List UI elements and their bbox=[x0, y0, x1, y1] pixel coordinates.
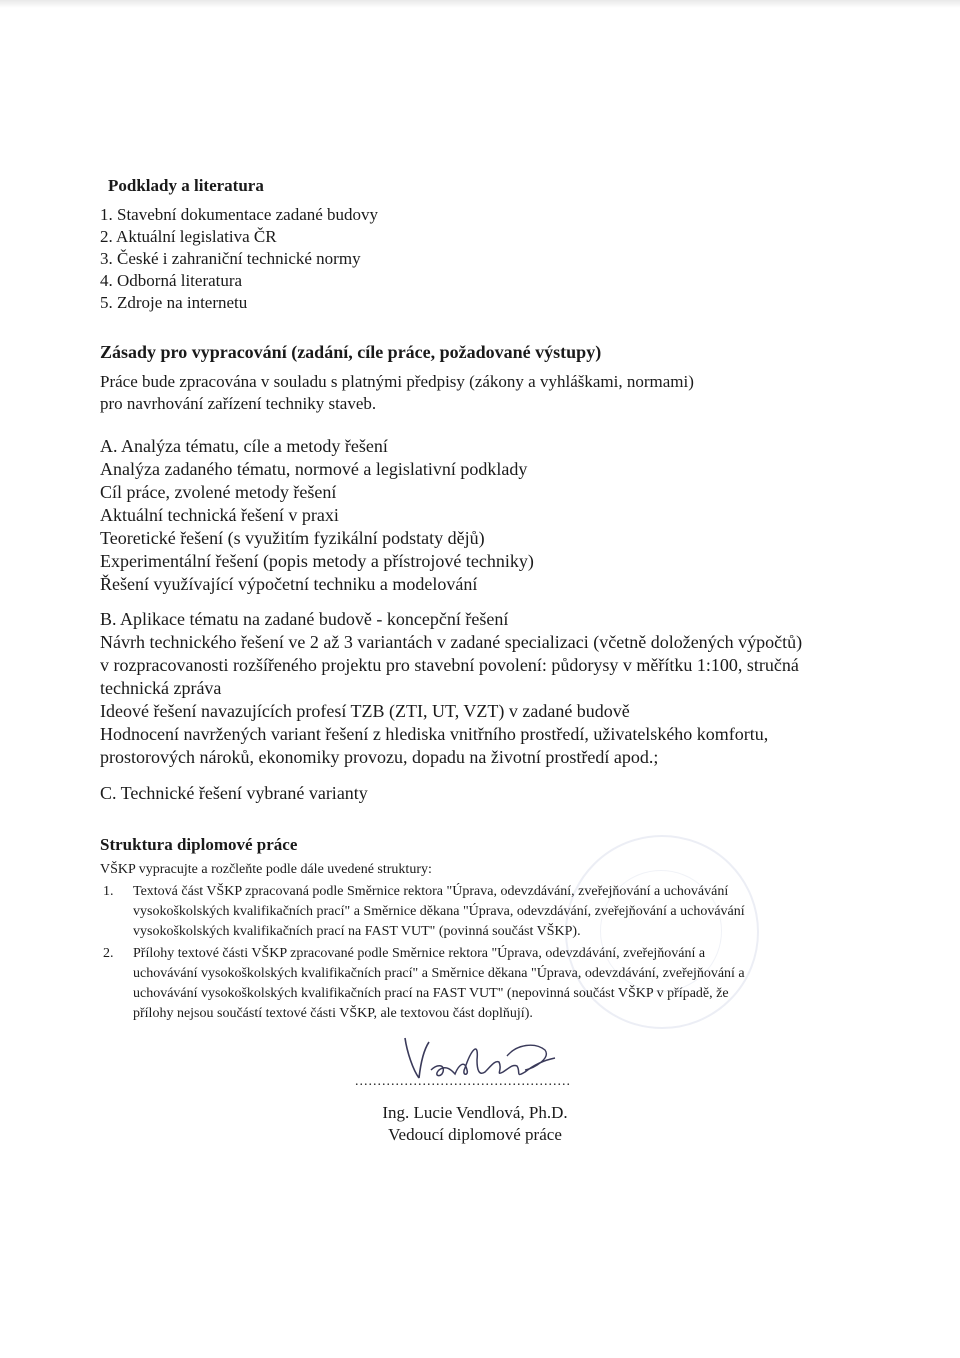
part-a-line: Cíl práce, zvolené metody řešení bbox=[100, 482, 337, 502]
paragraph-line: pro navrhování zařízení techniky staveb. bbox=[100, 394, 377, 413]
signature-line: ................................................ bbox=[355, 1074, 571, 1089]
part-b-line: Návrh technického řešení ve 2 až 3 variantách v zadané specializaci (včetně doložených výpočtů) bbox=[100, 632, 803, 652]
paragraph-line: Práce bude zpracována v souladu s platnými předpisy (zákony a vyhláškami, normami) bbox=[100, 372, 694, 391]
heading-podklady: Podklady a literatura bbox=[108, 176, 264, 195]
struktura-line: Textová část VŠKP zpracovaná podle Směrnice rektora "Úprava, odevzdávání, zveřejňování a uchovávání bbox=[133, 884, 729, 899]
part-b-line: prostorových nároků, ekonomiky provozu, dopadu na životní prostředí apod.; bbox=[100, 747, 659, 767]
struktura-line: vysokoškolských kvalifikačních prací" a Směrnice děkana "Úprava, odevzdávání, zveřejňování a uchovávání bbox=[133, 904, 745, 919]
part-b-line: Hodnocení navržených variant řešení z hlediska vnitřního prostředí, uživatelského komfortu, bbox=[100, 724, 769, 744]
struktura-line: přílohy nejsou součástí textové části VŠKP, ale textovou část doplňují). bbox=[133, 1006, 533, 1021]
struktura-line: Přílohy textové části VŠKP zpracované podle Směrnice rektora "Úprava, odevzdávání, zveřejňování a bbox=[133, 946, 706, 961]
signatory-role: Vedoucí diplomové práce bbox=[388, 1125, 562, 1144]
heading-zasady: Zásady pro vypracování (zadání, cíle práce, požadované výstupy) bbox=[100, 342, 602, 362]
part-a-line: Experimentální řešení (popis metody a přístrojové techniky) bbox=[100, 551, 534, 571]
list-item: 5. Zdroje na internetu bbox=[100, 293, 248, 312]
part-b-line: technická zpráva bbox=[100, 678, 222, 698]
part-a-line: Teoretické řešení (s využitím fyzikální podstaty dějů) bbox=[100, 528, 485, 548]
part-b-line: v rozpracovanosti rozšířeného projektu pro stavební povolení: půdorysy v měřítku 1:100, stručná bbox=[100, 655, 799, 675]
struktura-line: vysokoškolských kvalifikačních prací na FAST VUT" (povinná součást VŠKP). bbox=[133, 924, 581, 939]
part-a-line: Analýza zadaného tématu, normové a legislativní podklady bbox=[100, 459, 528, 479]
struktura-line: uchovávání vysokoškolských kvalifikačních prací" a Směrnice děkana "Úprava, odevzdávání, zveřejňování a bbox=[133, 966, 745, 981]
list-item: 2. Aktuální legislativa ČR bbox=[100, 227, 277, 246]
list-item: 4. Odborná literatura bbox=[100, 271, 243, 290]
part-c-heading: C. Technické řešení vybrané varianty bbox=[100, 783, 368, 803]
list-item: 1. Stavební dokumentace zadané budovy bbox=[100, 205, 379, 224]
part-b-heading: B. Aplikace tématu na zadané budově - koncepční řešení bbox=[100, 609, 509, 629]
list-number: 1. bbox=[103, 884, 114, 899]
part-a-line: Řešení využívající výpočetní techniku a modelování bbox=[100, 574, 478, 594]
struktura-line: uchovávání vysokoškolských kvalifikačních prací na FAST VUT" (nepovinná součást VŠKP v případě, že bbox=[133, 986, 729, 1001]
list-number: 2. bbox=[103, 946, 114, 961]
part-a-line: Aktuální technická řešení v praxi bbox=[100, 505, 339, 525]
list-item: 3. České i zahraniční technické normy bbox=[100, 249, 361, 268]
part-a-heading: A. Analýza tématu, cíle a metody řešení bbox=[100, 436, 388, 456]
struktura-intro: VŠKP vypracujte a rozčleňte podle dále uvedené struktury: bbox=[100, 862, 432, 877]
part-b-line: Ideové řešení navazujících profesí TZB (ZTI, UT, VZT) v zadané budově bbox=[100, 701, 630, 721]
signatory-name: Ing. Lucie Vendlová, Ph.D. bbox=[382, 1103, 568, 1122]
heading-struktura: Struktura diplomové práce bbox=[100, 835, 298, 854]
stamp-inner-ring bbox=[600, 870, 722, 992]
